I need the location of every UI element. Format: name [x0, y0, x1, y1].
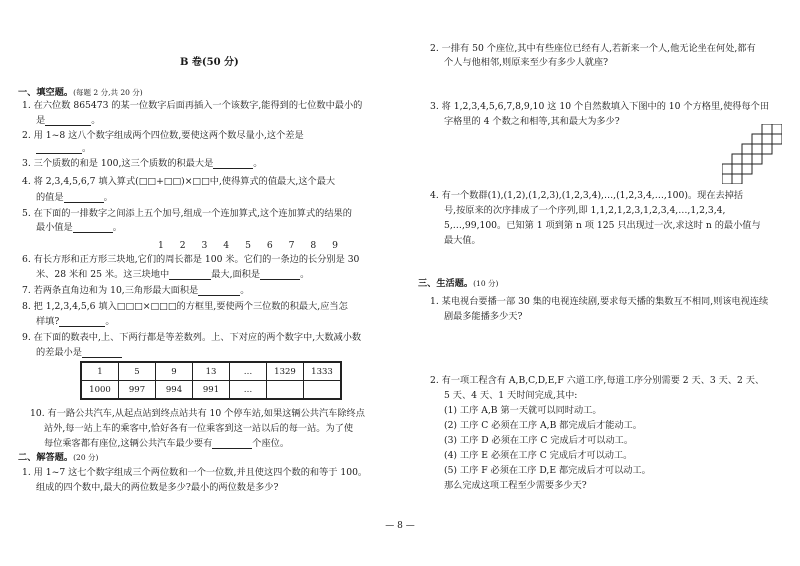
q2-line1: 2. 用 1~8 这八个数字组成两个四位数,要使这两个数尽量小,这个差是 — [22, 130, 304, 141]
table-row — [81, 362, 341, 381]
grid-cell — [752, 134, 762, 144]
table-cell: 991 — [193, 381, 230, 400]
grid-cell — [762, 144, 772, 154]
q4-line1: 4. 将 2,3,4,5,6,7 填入算式(□□+□□)×□□中,使得算式的值最大,这个最大 — [22, 176, 336, 187]
answer-blank[interactable] — [59, 317, 105, 327]
q6-line2: 米、28 米和 25 米。这三块地中 最大,面积是 。 — [36, 269, 310, 280]
answer-blank[interactable] — [212, 439, 252, 449]
arithmetic-sequence-table — [80, 361, 342, 400]
table-row — [81, 381, 341, 400]
r4-line2: 号,按原来的次序排成了一个序列,即 1,1,2,1,2,3,1,2,3,4,…,1,2,3,4, — [444, 205, 726, 216]
table-cell — [267, 381, 304, 400]
l2-step5: (5) 工序 F 必须在工序 D,E 都完成后才可以动工。 — [444, 465, 651, 476]
table-cell: 1333 — [304, 362, 342, 381]
table-cell: 1000 — [81, 381, 119, 400]
s1-line2: 组成的四个数中,最大的两位数是多少?最小的两位数是多少? — [36, 482, 279, 493]
answer-blank[interactable] — [64, 193, 104, 203]
grid-cell — [772, 124, 782, 134]
answer-blank[interactable] — [36, 144, 82, 154]
digit-row: 1 2 3 4 5 6 7 8 9 — [158, 240, 345, 251]
q6-line1: 6. 有长方形和正方形三块地,它们的周长都是 100 米。它们的一条边的长分别是 30 — [22, 254, 360, 265]
q2-line2: 。 — [36, 143, 91, 154]
section-2-heading: 二、解答题。(20 分) — [18, 452, 99, 463]
table-cell: 997 — [119, 381, 156, 400]
l2-step3: (3) 工序 D 必须在工序 C 完成后才可以动工。 — [444, 435, 634, 446]
grid-cell — [722, 174, 732, 184]
answer-blank[interactable] — [198, 286, 240, 296]
answer-blank[interactable] — [73, 223, 113, 233]
grid-cell — [772, 134, 782, 144]
answer-blank[interactable] — [260, 270, 300, 280]
page-number: — 8 — — [385, 521, 415, 531]
r4-line3: 5,…,99,100。已知第 1 项到第 n 项 125 只出现过一次,求这时 n 的最小值与 — [444, 220, 761, 231]
r4-line1: 4. 有一个数群(1),(1,2),(1,2,3),(1,2,3,4),…,(1,2,3,4,…,100)。现在去掉括 — [430, 190, 744, 201]
grid-cell — [732, 154, 742, 164]
q9-line2: 的差最小是 — [36, 347, 122, 358]
l2-step2: (2) 工序 C 必须在工序 A,B 都完成后才能动工。 — [444, 420, 642, 431]
grid-cell — [762, 124, 772, 134]
q10-line1: 10. 有一路公共汽车,从起点站到终点站共有 10 个停车站,如果这辆公共汽车除终点 — [30, 408, 365, 419]
grid-cell — [742, 144, 752, 154]
q1-line2: 是 。 — [36, 115, 101, 126]
right-column — [400, 0, 800, 566]
q5-line1: 5. 在下面的一排数字之间添上五个加号,组成一个连加算式,这个连加算式的结果的 — [22, 208, 352, 219]
q4-line2: 的值是 。 — [36, 192, 113, 203]
staircase-grid-figure — [722, 124, 782, 184]
section-3-heading: 三、生活题。(10 分) — [418, 278, 499, 289]
grid-cell — [742, 164, 752, 174]
r3-line2: 字格里的 4 个数之和相等,其和最大为多少? — [444, 116, 620, 127]
q1-line1: 1. 在六位数 865473 的某一位数字后面再插入一个该数字,能得到的七位数中最小的 — [22, 100, 363, 111]
table-cell: … — [230, 381, 267, 400]
r2-line2: 个人与他相邻,则原来至少有多少人就座? — [444, 57, 609, 68]
page-title: B 卷(50 分) — [180, 57, 239, 68]
answer-blank[interactable] — [45, 116, 91, 126]
q5-line2: 最小值是 。 — [36, 222, 122, 233]
q10-line3: 每位乘客都有座位,这辆公共汽车最少要有 个座位。 — [44, 438, 290, 449]
grid-cell — [752, 154, 762, 164]
section-1-heading: 一、填空题。(每题 2 分,共 20 分) — [18, 87, 143, 98]
grid-cell — [762, 134, 772, 144]
q7-line: 7. 若两条直角边和为 10,三角形最大面积是 。 — [22, 285, 250, 296]
table-cell: 9 — [156, 362, 193, 381]
s1-line1: 1. 用 1~7 这七个数字组成三个两位数和一个一位数,并且使这四个数的和等于 100。 — [22, 467, 368, 478]
q9-line1: 9. 在下面的数表中,上、下两行都是等差数列。上、下对应的两个数字中,大数减小数 — [22, 332, 362, 343]
q8-line1: 8. 把 1,2,3,4,5,6 填入□□□×□□□的方框里,要使两个三位数的积最大,应当怎 — [22, 301, 348, 312]
grid-cell — [752, 144, 762, 154]
grid-cell — [742, 154, 752, 164]
grid-cell — [732, 174, 742, 184]
l1-line2: 剧最多能播多少天? — [444, 311, 523, 322]
table-cell — [304, 381, 342, 400]
l2-step1: (1) 工序 A,B 第一天就可以同时动工。 — [444, 405, 602, 416]
r3-line1: 3. 将 1,2,3,4,5,6,7,8,9,10 这 10 个自然数填入下图中的 10 个方格里,使得每个田 — [430, 101, 770, 112]
grid-cell — [722, 164, 732, 174]
q10-line2: 站外,每一站上车的乘客中,恰好各有一位乘客到这一站以后的每一站。为了使 — [44, 423, 354, 434]
r4-line4: 最大值。 — [444, 235, 481, 246]
l2-step4: (4) 工序 E 必须在工序 C 完成后才可以动工。 — [444, 450, 633, 461]
table-cell: 1 — [81, 362, 119, 381]
q8-line2: 样填? 。 — [36, 316, 115, 327]
r2-line1: 2. 一排有 50 个座位,其中有些座位已经有人,若新来一个人,他无论坐在何处,都有 — [430, 43, 756, 54]
grid-cell — [732, 164, 742, 174]
q3-line: 3. 三个质数的和是 100,这三个质数的积最大是 。 — [22, 158, 263, 169]
l2-question: 那么完成这项工程至少需要多少天? — [444, 480, 587, 491]
table-cell: … — [230, 362, 267, 381]
l2-line2: 5 天、4 天、1 天时间完成,其中: — [444, 390, 578, 401]
l1-line1: 1. 某电视台要播一部 30 集的电视连续剧,要求每天播的集数互不相同,则该电视连续 — [430, 296, 769, 307]
answer-blank[interactable] — [169, 270, 211, 280]
table-cell: 13 — [193, 362, 230, 381]
table-cell: 1329 — [267, 362, 304, 381]
table-cell: 994 — [156, 381, 193, 400]
answer-blank[interactable] — [82, 348, 122, 358]
table-cell: 5 — [119, 362, 156, 381]
answer-blank[interactable] — [213, 159, 253, 169]
l2-line1: 2. 有一项工程含有 A,B,C,D,E,F 六道工序,每道工序分别需要 2 天、3 天、2 天、 — [430, 375, 765, 386]
